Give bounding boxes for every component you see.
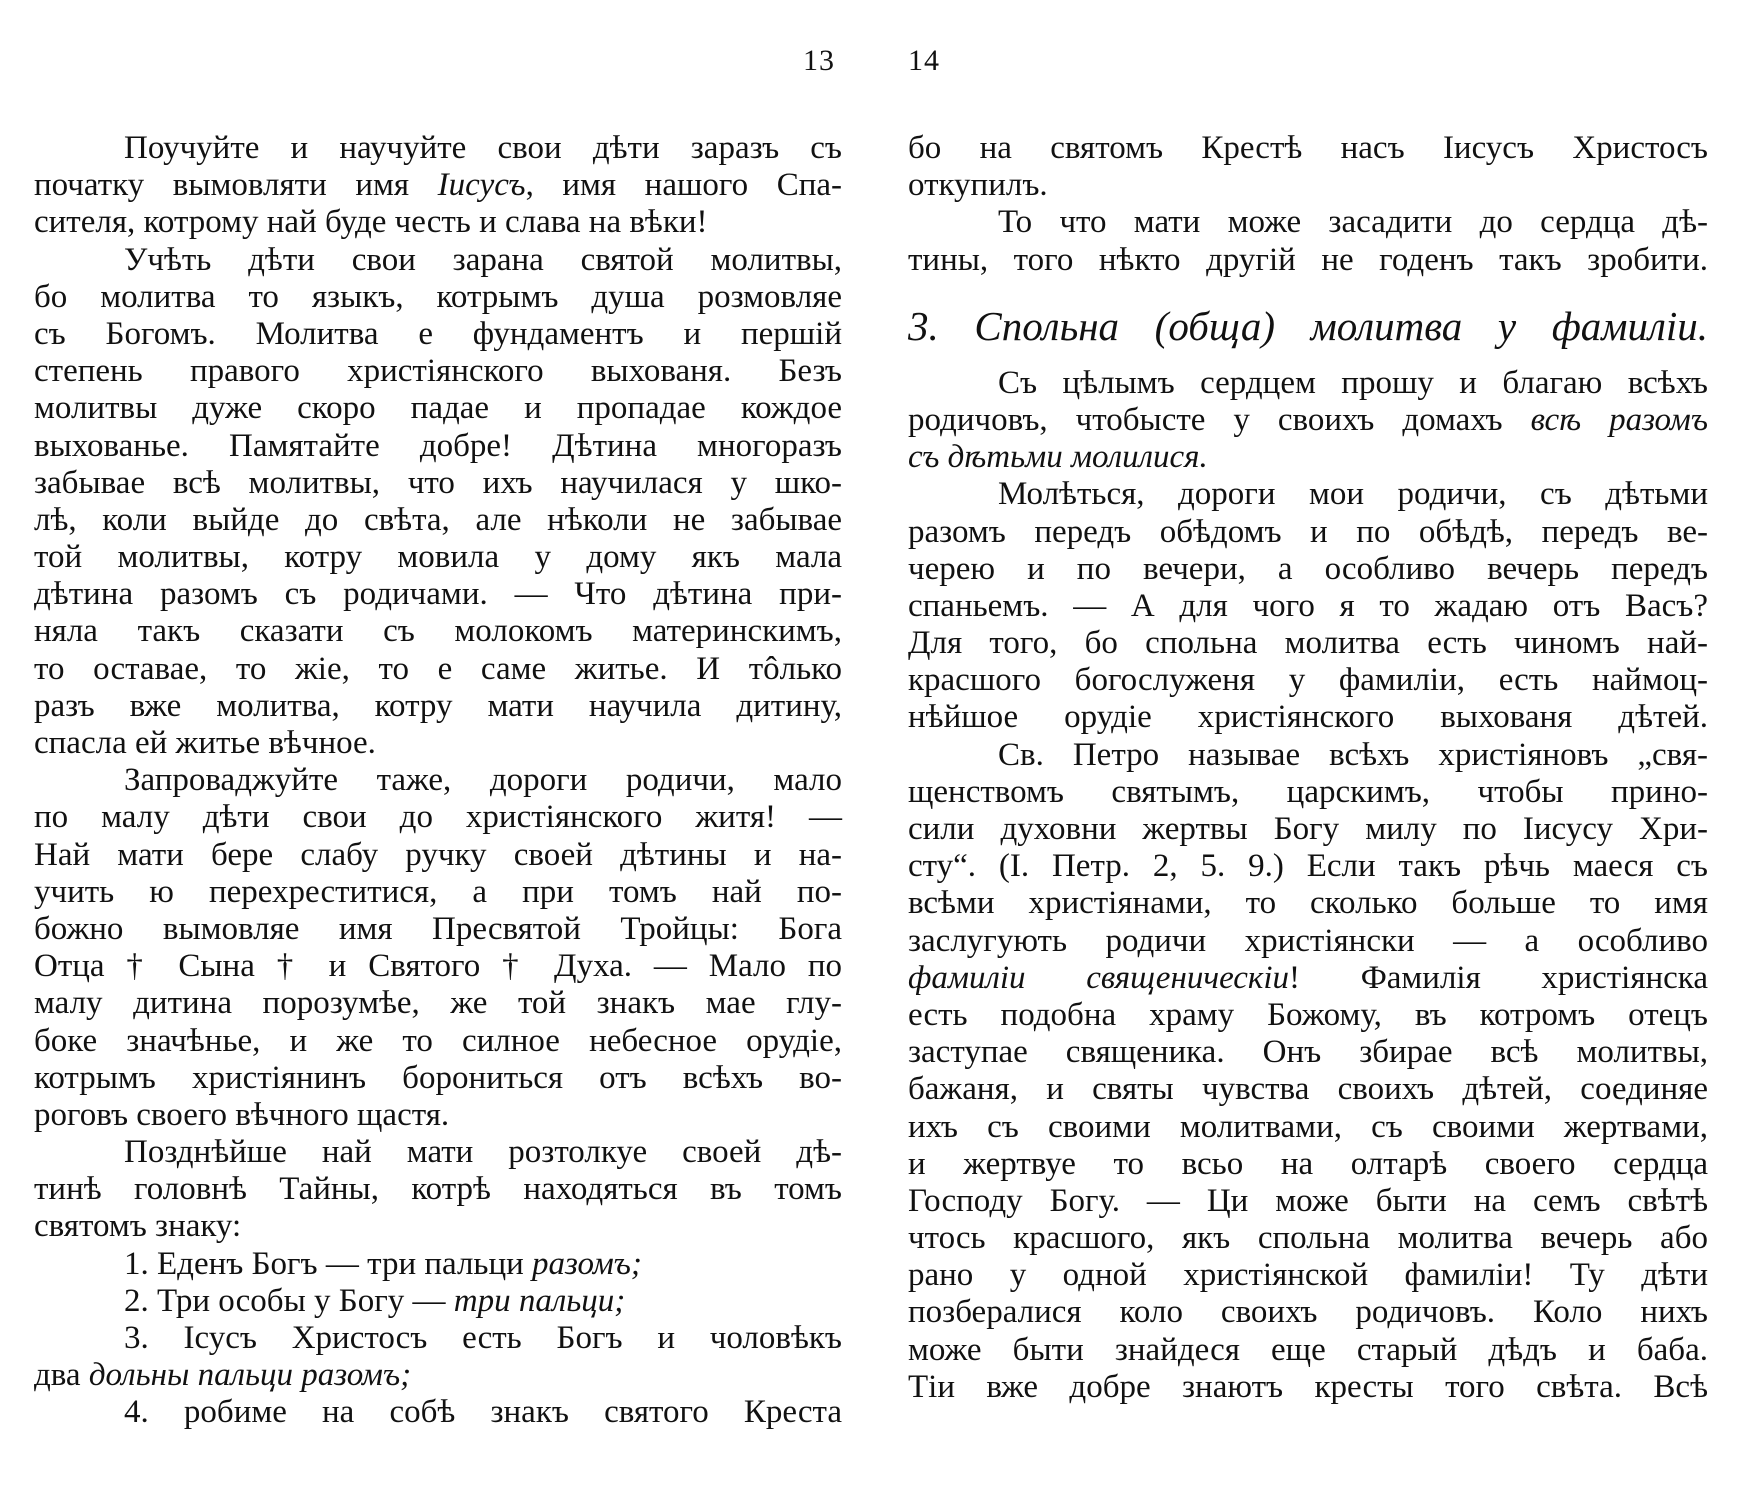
text-line — [34, 316, 842, 353]
text-line — [908, 885, 1708, 922]
line-content — [124, 762, 842, 798]
line-text: сителя, котрому най буде честь и слава на вѣки! — [34, 204, 708, 241]
text-block — [908, 130, 1708, 279]
line-text: Позднѣйше най мати розтолкуе своей дѣ- — [124, 1134, 842, 1171]
line-content — [908, 1071, 1708, 1107]
text-line — [908, 551, 1708, 588]
line-content — [908, 1034, 1708, 1070]
text-line — [908, 365, 1708, 402]
line-text: Учѣть дѣти свои зарана святой молитвы, — [124, 241, 842, 278]
text-line — [34, 242, 842, 279]
line-text: спаньемъ. — А для чого я то жадаю отъ Васъ? — [908, 587, 1708, 624]
line-content — [34, 1171, 842, 1207]
line-content — [34, 688, 842, 724]
text-line — [908, 699, 1708, 736]
line-text: Тіи вже добре знаютъ кресты того свѣта. Всѣ — [908, 1368, 1708, 1405]
text-line — [34, 167, 842, 204]
text-line — [34, 613, 842, 650]
text-line — [908, 402, 1708, 439]
line-text: бо молитва то языкъ, котрымъ душа розмовляе — [34, 278, 842, 315]
line-text: 1. Еденъ Богъ — три пальци — [124, 1245, 533, 1282]
line-text: съ Богомъ. Молитва е фундаментъ и першій — [34, 315, 842, 352]
text-line — [908, 1294, 1708, 1331]
line-text: Господу Богу. — Ци може быти на семъ свѣтѣ — [908, 1182, 1708, 1219]
line-text: рано у одной христіянской фамиліи! Ту дѣти — [908, 1257, 1708, 1294]
line-content — [908, 811, 1708, 847]
line-text: котрымъ христіянинъ борониться отъ всѣхъ во- — [34, 1059, 842, 1096]
line-text: Най мати бере слабу ручку своей дѣтины и на- — [34, 836, 842, 873]
line-text: разъ вже молитва, котру мати научила дитину, — [34, 687, 842, 724]
text-line — [34, 799, 842, 836]
text-line — [908, 476, 1708, 513]
text-line — [908, 848, 1708, 885]
text-line — [34, 1320, 842, 1357]
line-text: тины, того нѣкто другій не годенъ такъ зробити. — [908, 241, 1708, 278]
line-text: сту“. (I. Петр. 2, 5. 9.) Если такъ рѣчь маеся съ — [908, 848, 1708, 885]
section-heading: 3. Спольна (обща) молитва у фамиліи. — [908, 302, 1708, 349]
text-line — [908, 997, 1708, 1034]
line-content — [34, 799, 842, 835]
line-content — [34, 204, 708, 240]
line-content — [124, 1246, 642, 1282]
line-text: початку вымовляти имя — [34, 167, 438, 204]
text-line — [34, 576, 842, 613]
line-text: забывае всѣ молитвы, что ихъ научилася у шко- — [34, 464, 842, 501]
line-content — [908, 1109, 1708, 1145]
line-content — [124, 1394, 842, 1430]
text-line — [908, 588, 1708, 625]
italic-text: разомъ; — [532, 1245, 642, 1282]
line-text: заступае священика. Онъ збирае всѣ молитвы, — [908, 1034, 1708, 1071]
text-line — [908, 1071, 1708, 1108]
line-content — [34, 613, 842, 649]
line-text: молитвы дуже скоро падае и пропадае кождое — [34, 390, 842, 427]
line-content — [34, 874, 842, 910]
line-text: тинѣ головнѣ Тайны, котрѣ находяться въ томъ — [34, 1171, 842, 1208]
line-text: Молѣться, дороги мои родичи, съ дѣтьми — [998, 476, 1708, 513]
line-content — [124, 1320, 842, 1356]
line-text: родичовъ, чтобысте у своихъ домахъ — [908, 401, 1531, 438]
line-content — [34, 316, 842, 352]
line-content — [908, 514, 1708, 550]
text-line — [34, 725, 842, 762]
line-text: няла такъ сказати съ молокомъ материнскимъ, — [34, 613, 842, 650]
line-content — [908, 1332, 1708, 1368]
line-content — [908, 997, 1708, 1033]
line-text: той молитвы, котру мовила у дому якъ мала — [34, 539, 842, 576]
line-content — [34, 465, 842, 501]
text-line — [908, 1183, 1708, 1220]
line-content — [908, 923, 1708, 959]
line-text: Запроваджуйте таже, дороги родичи, мало — [124, 762, 842, 799]
text-line — [908, 811, 1708, 848]
text-line — [908, 923, 1708, 960]
line-content — [124, 242, 842, 278]
italic-text: съ дѣтьми молилися. — [908, 439, 1208, 476]
italic-text: дольны пальци разомъ; — [88, 1357, 412, 1394]
line-content — [998, 204, 1708, 240]
line-text: выхованье. Памятайте добре! Дѣтина многоразъ — [34, 427, 842, 464]
line-content — [34, 725, 376, 761]
text-line — [34, 1357, 842, 1394]
line-text: бо на святомъ Крестѣ насъ Іисусъ Христосъ — [908, 130, 1708, 166]
line-content — [908, 662, 1708, 698]
text-line — [34, 1246, 842, 1283]
line-content — [124, 1283, 625, 1319]
text-line — [908, 1257, 1708, 1294]
text-line — [908, 625, 1708, 662]
line-text: учить ю перехреститися, а при томъ най по- — [34, 873, 842, 910]
line-content — [34, 911, 842, 947]
line-text: по малу дѣти свои до христіянского житя! — — [34, 799, 842, 836]
text-line — [908, 1034, 1708, 1071]
right-page — [870, 0, 1740, 1500]
text-line — [908, 960, 1708, 997]
line-text: степень правого христіянского выхованя. Безъ — [34, 353, 842, 390]
line-content — [34, 1208, 241, 1244]
line-text: Поучуйте и научуйте свои дѣти заразъ съ — [124, 130, 842, 166]
line-text: боке значѣнье, и же то силное небесное орудіе, — [34, 1022, 842, 1059]
line-text: позбералися коло своихъ родичовъ. Коло нихъ — [908, 1294, 1708, 1331]
text-line — [34, 911, 842, 948]
left-text-column — [34, 130, 842, 1432]
right-text-column — [908, 130, 1708, 1406]
text-line — [34, 1208, 842, 1245]
line-text: нѣйшое орудіе христіянского выхованя дѣтей. — [908, 699, 1708, 736]
text-line — [908, 130, 1708, 167]
line-content — [908, 130, 1708, 166]
line-content — [908, 588, 1708, 624]
text-line — [34, 874, 842, 911]
line-content — [34, 576, 842, 612]
line-text: ихъ съ своими молитвами, съ своими жертвами, — [908, 1108, 1708, 1145]
page-number: 14 — [908, 44, 940, 77]
text-line — [908, 167, 1708, 204]
line-content — [908, 625, 1708, 661]
line-content — [908, 774, 1708, 810]
line-content — [908, 848, 1708, 884]
text-line — [908, 662, 1708, 699]
line-text: чтось красшого, якъ спольна молитва вечерь або — [908, 1220, 1708, 1257]
text-line — [34, 353, 842, 390]
text-line — [34, 1023, 842, 1060]
line-text: два — [34, 1357, 89, 1394]
text-line — [34, 1134, 842, 1171]
line-content — [908, 885, 1708, 921]
text-line — [908, 1369, 1708, 1406]
line-content — [34, 428, 842, 464]
text-line — [34, 1097, 842, 1134]
text-line — [34, 130, 842, 167]
text-line — [908, 1332, 1708, 1369]
line-content — [908, 439, 1208, 475]
line-content — [34, 390, 842, 426]
line-content — [34, 1060, 842, 1096]
line-text: всѣми христіянами, то сколько больше то имя — [908, 885, 1708, 922]
text-line — [908, 1220, 1708, 1257]
line-content — [998, 365, 1708, 401]
text-line — [34, 762, 842, 799]
line-content — [34, 837, 842, 873]
line-content — [34, 539, 842, 575]
line-content — [998, 476, 1708, 512]
text-line — [908, 1146, 1708, 1183]
line-text: , имя нашого Спа- — [525, 167, 842, 204]
line-content — [34, 167, 842, 203]
text-line — [34, 204, 842, 241]
line-text: може быти знайдеся еще старый дѣдъ и баба. — [908, 1331, 1708, 1368]
text-line — [34, 428, 842, 465]
line-text: заслугують родичи христіянски — а особливо — [908, 922, 1708, 959]
line-content — [34, 1097, 449, 1133]
line-text: божно вымовляе имя Пресвятой Тройцы: Бога — [34, 910, 842, 947]
line-content — [34, 279, 842, 315]
page-number: 13 — [803, 44, 835, 77]
text-line — [34, 539, 842, 576]
line-content — [34, 948, 842, 984]
text-line — [908, 242, 1708, 279]
line-text: роговъ своего вѣчного щастя. — [34, 1096, 450, 1133]
italic-text: всѣ разомъ — [1530, 401, 1708, 438]
line-text: дѣтина разомъ съ родичами. — Что дѣтина при- — [34, 576, 842, 613]
italic-text: три пальци; — [453, 1282, 626, 1319]
line-content — [908, 551, 1708, 587]
text-line — [34, 1171, 842, 1208]
line-content — [908, 1146, 1708, 1182]
line-content — [908, 1183, 1708, 1219]
line-content — [908, 167, 1048, 203]
line-text: Для того, бо спольна молитва есть чиномъ най- — [908, 625, 1708, 662]
line-text: Съ цѣлымъ сердцем прошу и благаю всѣхъ — [998, 364, 1708, 401]
text-block — [908, 365, 1708, 1406]
line-content — [124, 1134, 842, 1170]
text-line — [34, 985, 842, 1022]
text-line — [34, 837, 842, 874]
line-text: есть подобна храму Божому, въ котромъ отецъ — [908, 996, 1708, 1033]
text-line — [34, 1283, 842, 1320]
line-content — [34, 1023, 842, 1059]
line-content — [908, 1257, 1708, 1293]
text-line — [34, 651, 842, 688]
line-content — [34, 1357, 411, 1393]
line-text: разомъ передъ обѣдомъ и по обѣдѣ, передъ ве- — [908, 513, 1708, 550]
italic-text: Іисусъ — [437, 167, 526, 204]
line-content — [908, 1294, 1708, 1330]
line-content — [124, 130, 842, 166]
line-text: и жертвуе то всьо на олтарѣ своего сердца — [908, 1145, 1708, 1182]
text-line — [34, 948, 842, 985]
line-text: щенствомъ святымъ, царскимъ, чтобы прино- — [908, 773, 1708, 810]
text-line — [34, 502, 842, 539]
line-content — [908, 1220, 1708, 1256]
line-text: сили духовни жертвы Богу милу по Іисусу Хри- — [908, 811, 1708, 847]
line-content — [908, 699, 1708, 735]
line-content — [34, 985, 842, 1021]
line-content — [908, 1369, 1708, 1405]
line-text: ! Фамилія христіянска — [1289, 959, 1708, 996]
text-line — [908, 204, 1708, 241]
line-text: то оставае, то жіе, то е саме житье. И тôлько — [34, 650, 842, 687]
text-line — [34, 465, 842, 502]
line-content — [908, 960, 1708, 996]
line-text: лѣ, коли выйде до свѣта, але нѣколи не забывае — [34, 501, 842, 538]
text-line — [34, 390, 842, 427]
line-content — [34, 353, 842, 389]
line-content — [34, 502, 842, 538]
line-text: черею и по вечери, а особливо вечерь передъ — [908, 550, 1708, 587]
line-text: святомъ знаку: — [34, 1208, 242, 1245]
line-text: 4. робиме на собѣ знакъ святого Креста — [124, 1394, 842, 1431]
italic-text: фамиліи священическіи — [908, 959, 1290, 996]
line-content — [998, 737, 1708, 773]
line-content — [908, 402, 1708, 438]
text-line — [908, 737, 1708, 774]
text-line — [908, 514, 1708, 551]
text-line — [34, 279, 842, 316]
text-line — [908, 439, 1708, 476]
line-text: 2. Три особы у Богу — — [124, 1282, 454, 1319]
line-text: малу дитина порозумѣе, же той знакъ мае глу- — [34, 985, 842, 1022]
line-text: Отца † Сына † и Святого † Духа. — Мало по — [34, 948, 842, 985]
line-text: откупилъ. — [908, 167, 1048, 204]
line-content — [34, 651, 842, 687]
line-text: То что мати може засадити до сердца дѣ- — [998, 204, 1708, 241]
line-text: спасла ей житье вѣчное. — [34, 725, 376, 761]
text-line — [34, 1394, 842, 1431]
line-text: красшого богослуженя у фамиліи, есть наймоц- — [908, 662, 1708, 699]
line-text: 3. Ісусъ Христосъ есть Богъ и чоловѣкъ — [124, 1320, 842, 1356]
text-line — [34, 688, 842, 725]
text-line — [908, 774, 1708, 811]
line-text: Св. Петро называе всѣхъ христіяновъ „свя- — [998, 736, 1708, 773]
text-line — [908, 1109, 1708, 1146]
line-text: бажаня, и святы чувства своихъ дѣтей, соединяе — [908, 1071, 1708, 1108]
line-content — [908, 242, 1708, 278]
text-line — [34, 1060, 842, 1097]
